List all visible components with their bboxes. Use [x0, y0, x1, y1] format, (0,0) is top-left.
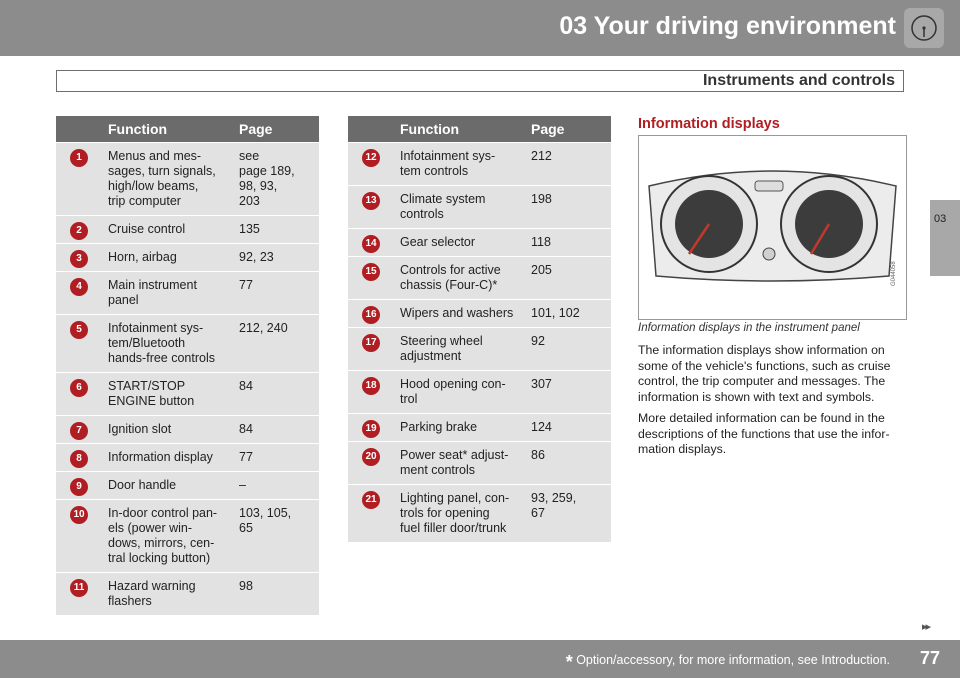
function-cell: Infotainment sys- tem controls — [392, 142, 523, 185]
table-row — [56, 271, 319, 314]
function-column-header: Function — [392, 116, 523, 142]
footnote-star: * — [565, 652, 573, 672]
page-cell: 93, 259, 67 — [523, 484, 611, 542]
section-header-box — [56, 70, 904, 92]
callout-number-marker: 6 — [70, 379, 88, 397]
function-cell: Horn, airbag — [100, 243, 231, 271]
table-row — [348, 441, 611, 484]
function-cell: Information display — [100, 443, 231, 471]
callout-number-marker: 12 — [362, 149, 380, 167]
page-cell: see page 189, 98, 93, 203 — [231, 142, 319, 215]
callout-number-marker: 17 — [362, 334, 380, 352]
chapter-title: 03 Your driving environment — [559, 12, 896, 40]
continued-arrows-icon: ▸▸ — [922, 621, 930, 633]
row-number-cell — [56, 314, 100, 372]
table-row — [56, 314, 319, 372]
function-table-left — [56, 116, 319, 615]
function-cell: Climate system controls — [392, 185, 523, 228]
callout-number-marker: 21 — [362, 491, 380, 509]
number-column-header — [56, 116, 100, 142]
page-cell: 124 — [523, 413, 611, 441]
row-number-cell — [56, 499, 100, 572]
row-number-cell — [348, 142, 392, 185]
function-cell: Gear selector — [392, 228, 523, 256]
page-cell: 92 — [523, 327, 611, 370]
page-cell: 101, 102 — [523, 299, 611, 327]
callout-number-marker: 4 — [70, 278, 88, 296]
row-number-cell — [56, 415, 100, 443]
function-cell: Steering wheel adjustment — [392, 327, 523, 370]
row-number-cell — [56, 572, 100, 615]
page-cell: 118 — [523, 228, 611, 256]
table-row — [56, 499, 319, 572]
page-cell: 212, 240 — [231, 314, 319, 372]
row-number-cell — [56, 243, 100, 271]
table-row — [348, 484, 611, 542]
function-cell: START/STOP ENGINE button — [100, 372, 231, 415]
callout-number-marker: 13 — [362, 192, 380, 210]
table-row — [348, 370, 611, 413]
page-cell: 135 — [231, 215, 319, 243]
gauge-icon — [904, 8, 944, 48]
callout-number-marker: 20 — [362, 448, 380, 466]
info-paragraph-1: The information displays show information on some of the vehicle's functions, such as cruise control, the trip computer and messages. The information is shown with text and symbols. — [638, 343, 891, 404]
row-number-cell — [56, 471, 100, 499]
info-paragraph-2: More detailed information can be found in the descriptions of the functions that use the infor-mation displays. — [638, 411, 890, 456]
callout-number-marker: 9 — [70, 478, 88, 496]
chapter-header-bar — [0, 0, 960, 56]
row-number-cell — [348, 228, 392, 256]
page-cell: 84 — [231, 415, 319, 443]
function-cell: Cruise control — [100, 215, 231, 243]
callout-number-marker: 11 — [70, 579, 88, 597]
row-number-cell — [348, 185, 392, 228]
page-cell: 212 — [523, 142, 611, 185]
table-row — [348, 228, 611, 256]
chapter-side-tab — [932, 200, 960, 276]
row-number-cell — [348, 413, 392, 441]
footnote-text: Option/accessory, for more information, see Introduction. — [576, 653, 890, 667]
function-cell: Ignition slot — [100, 415, 231, 443]
page-footer-bar — [0, 640, 960, 678]
instrument-panel-illustration — [638, 135, 907, 320]
page-cell: 84 — [231, 372, 319, 415]
section-title: Instruments and controls — [702, 72, 895, 89]
function-table-right — [348, 116, 611, 542]
callout-number-marker: 5 — [70, 321, 88, 339]
number-column-header — [348, 116, 392, 142]
callout-number-marker: 19 — [362, 420, 380, 438]
callout-number-marker: 2 — [70, 222, 88, 240]
table-row — [348, 327, 611, 370]
table-row — [56, 415, 319, 443]
callout-number-marker: 3 — [70, 250, 88, 268]
row-number-cell — [348, 256, 392, 299]
function-cell: Wipers and washers — [392, 299, 523, 327]
table-row — [56, 142, 319, 215]
page-number: 77 — [919, 648, 940, 668]
function-cell: Menus and mes- sages, turn signals, high/low beams, trip computer — [100, 142, 231, 215]
table-header-row — [56, 116, 319, 142]
table-header-row — [348, 116, 611, 142]
callout-number-marker: 15 — [362, 263, 380, 281]
table-row — [348, 185, 611, 228]
function-cell: Controls for active chassis (Four-C)* — [392, 256, 523, 299]
instrument-cluster-drawing — [639, 136, 906, 319]
table-row — [56, 372, 319, 415]
page-column-header: Page — [523, 116, 611, 142]
function-table-right-body — [348, 142, 611, 542]
function-cell: Hood opening con- trol — [392, 370, 523, 413]
row-number-cell — [348, 327, 392, 370]
function-cell: Lighting panel, con- trols for opening fuel filler door/trunk — [392, 484, 523, 542]
table-row — [348, 299, 611, 327]
table-row — [56, 215, 319, 243]
gauge-icon-graphic — [909, 13, 939, 43]
page-cell: 198 — [523, 185, 611, 228]
callout-number-marker: 18 — [362, 377, 380, 395]
function-cell: Main instrument panel — [100, 271, 231, 314]
page-cell: 98 — [231, 572, 319, 615]
table-row — [348, 142, 611, 185]
row-number-cell — [348, 441, 392, 484]
row-number-cell — [56, 142, 100, 215]
function-cell: Hazard warning flashers — [100, 572, 231, 615]
row-number-cell — [56, 215, 100, 243]
table-row — [56, 471, 319, 499]
function-cell: In-door control pan- els (power win- dows, mirrors, cen- tral locking button) — [100, 499, 231, 572]
row-number-cell — [348, 299, 392, 327]
row-number-cell — [56, 443, 100, 471]
info-displays-heading: Information displays — [638, 116, 780, 132]
function-table-left-body — [56, 142, 319, 615]
page-cell: 205 — [523, 256, 611, 299]
row-number-cell — [348, 370, 392, 413]
callout-number-marker: 10 — [70, 506, 88, 524]
callout-number-marker: 16 — [362, 306, 380, 324]
page-cell: 77 — [231, 443, 319, 471]
function-cell: Infotainment sys- tem/Bluetooth hands-free controls — [100, 314, 231, 372]
row-number-cell — [348, 484, 392, 542]
image-code: G044058 — [891, 261, 897, 286]
function-cell: Parking brake — [392, 413, 523, 441]
callout-number-marker: 8 — [70, 450, 88, 468]
row-number-cell — [56, 271, 100, 314]
table-row — [56, 243, 319, 271]
table-row — [56, 443, 319, 471]
page-cell: 92, 23 — [231, 243, 319, 271]
page-cell: 86 — [523, 441, 611, 484]
image-caption: Information displays in the instrument panel — [638, 322, 860, 334]
table-row — [348, 413, 611, 441]
table-row — [348, 256, 611, 299]
function-cell: Door handle — [100, 471, 231, 499]
row-number-cell — [56, 372, 100, 415]
table-row — [56, 572, 319, 615]
page-cell: – — [231, 471, 319, 499]
function-cell: Power seat* adjust- ment controls — [392, 441, 523, 484]
callout-number-marker: 1 — [70, 149, 88, 167]
callout-number-marker: 14 — [362, 235, 380, 253]
page-cell: 77 — [231, 271, 319, 314]
chapter-side-tab-label: 03 — [934, 213, 947, 225]
function-column-header: Function — [100, 116, 231, 142]
callout-number-marker: 7 — [70, 422, 88, 440]
page-cell: 307 — [523, 370, 611, 413]
footnote — [566, 652, 890, 673]
page-column-header: Page — [231, 116, 319, 142]
page-cell: 103, 105, 65 — [231, 499, 319, 572]
